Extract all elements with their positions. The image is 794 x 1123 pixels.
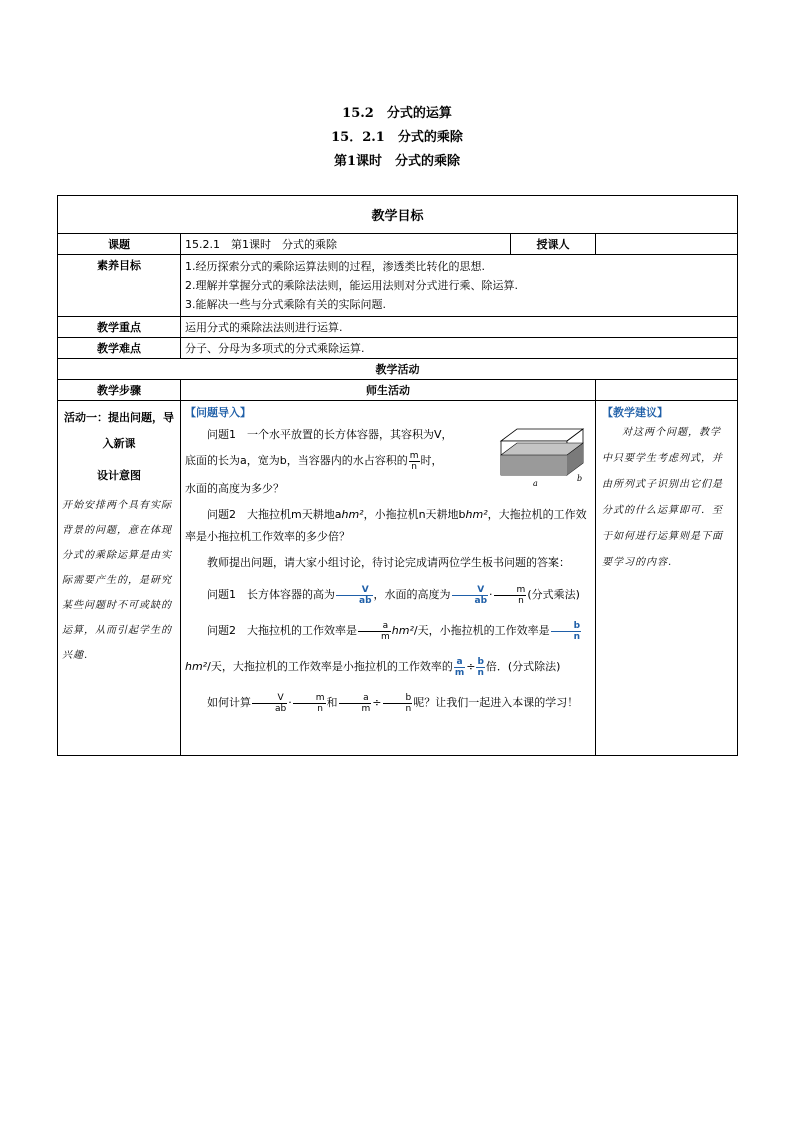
design-label: 设计意图 bbox=[97, 469, 141, 482]
activity-step-cell bbox=[58, 401, 181, 756]
difficulty-label: 教学难点 bbox=[58, 338, 181, 359]
fraction-V-ab: $\frac{V}{ab}$ bbox=[452, 585, 489, 606]
steps-label: 教学步骤 bbox=[58, 380, 181, 401]
discussion-text: 教师提出问题，请大家小组讨论，待讨论完成请两位学生板书问题的答案： bbox=[207, 556, 570, 569]
cuboid-figure bbox=[497, 427, 589, 489]
figure-label-a: a bbox=[533, 479, 538, 488]
answer-2-cont: hm²/天，大拖拉机的工作效率是小拖拉机的工作效率的 $\frac{a}{m}$ ÷ $\frac{b}{n}$ 倍．(分式除法) bbox=[185, 656, 561, 678]
question-2: 问题2 大拖拉机m天耕地ahm²，小拖拉机n天耕地bhm²，大拖拉机的工作效率是小拖拉机工作效率的多少倍？ bbox=[185, 508, 587, 543]
question-1-end: 水面的高度为多少？ bbox=[185, 482, 284, 495]
question-1: 问题1 一个水平放置的长方体容器，其容积为V， bbox=[207, 428, 453, 441]
goals-list bbox=[181, 255, 738, 317]
fraction-a-m: $\frac{a}{m}$ bbox=[339, 693, 372, 714]
key-value: 运用分式的乘除法法则进行运算. bbox=[181, 317, 738, 338]
key-label: 教学重点 bbox=[58, 317, 181, 338]
teaching-goals-header: 教学目标 bbox=[58, 196, 738, 234]
question-1-cont: 底面的长为a，宽为b，当容器内的水占容积的 $\frac{m}{n}$ 时， bbox=[185, 450, 443, 472]
answer-1: 问题1 长方体容器的高为 $\frac{V}{ab}$ ，水面的高度为 $\frac{V}{ab}$ · $\frac{m}{n}$ (分式乘法) bbox=[207, 584, 580, 606]
activity-title: 活动一：提出问题，导入新课 bbox=[64, 411, 174, 450]
teacher-student-activity bbox=[181, 401, 596, 756]
teacher-value bbox=[596, 234, 738, 255]
goal-item: 3.能解决一些与分式乘除有关的实际问题. bbox=[185, 298, 386, 311]
fraction-b-n: $\frac{b}{n}$ bbox=[383, 693, 413, 714]
goal-item: 2.理解并掌握分式的乘除法法则，能运用法则对分式进行乘、除运算. bbox=[185, 279, 518, 292]
teacher-label: 授课人 bbox=[511, 234, 596, 255]
lesson-plan-table bbox=[57, 195, 738, 756]
fraction-a-m: $\frac{a}{m}$ bbox=[454, 656, 465, 678]
suggestion-text: 对这两个问题，教学中只要学生考虑列式，并由所列式子识别出它们是分式的什么运算即可．至于如何进行运算则是下面要学习的内容. bbox=[602, 427, 723, 568]
topic-value: 15.2.1 第1课时 分式的乘除 bbox=[181, 234, 511, 255]
fraction-V-ab: $\frac{V}{ab}$ bbox=[252, 693, 287, 714]
fraction-m-n: $\frac{m}{n}$ bbox=[293, 693, 326, 714]
fraction-V-ab: $\frac{V}{ab}$ bbox=[336, 585, 373, 606]
figure-label-b: b bbox=[577, 474, 583, 483]
teaching-suggestion-cell bbox=[596, 401, 738, 756]
lesson-title: 第1课时 分式的乘除 bbox=[333, 154, 461, 169]
fraction-b-n: $\frac{b}{n}$ bbox=[477, 656, 484, 678]
fraction-a-m: $\frac{a}{m}$ bbox=[358, 621, 391, 642]
teacher-student-label: 师生活动 bbox=[181, 380, 596, 401]
fraction-m-n: $\frac{m}{n}$ bbox=[494, 585, 527, 606]
lead-in-question: 如何计算 $\frac{V}{ab}$ · $\frac{m}{n}$ 和 $\frac{a}{m}$ ÷ $\frac{b}{n}$ 呢？让我们一起进入本课的学习！ bbox=[207, 692, 579, 714]
empty-cell bbox=[596, 380, 738, 401]
design-text: 开始安排两个具有实际背景的问题，意在体现分式的乘除运算是由实际需要产生的，是研究某些问题时不可或缺的运算，从而引起学生的兴趣. bbox=[62, 500, 172, 661]
suggestion-label: 【教学建议】 bbox=[602, 406, 668, 419]
activity-header: 教学活动 bbox=[58, 359, 738, 380]
goals-label: 素养目标 bbox=[58, 255, 181, 317]
goal-item: 1.经历探索分式的乘除运算法则的过程，渗透类比转化的思想. bbox=[185, 260, 485, 273]
fraction-b-n: $\frac{b}{n}$ bbox=[551, 621, 581, 642]
difficulty-value: 分子、分母为多项式的分式乘除运算. bbox=[181, 338, 738, 359]
section-title: 15.2 分式的运算 bbox=[342, 106, 452, 121]
section-label: 【问题导入】 bbox=[185, 406, 251, 419]
topic-label: 课题 bbox=[58, 234, 181, 255]
fraction-m-n: $\frac{m}{n}$ bbox=[409, 450, 419, 472]
answer-2: 问题2 大拖拉机的工作效率是 $\frac{a}{m}$ hm²/天，小拖拉机的工作效率是 $\frac{b}{n}$ bbox=[207, 620, 581, 642]
subsection-title: 15．2.1 分式的乘除 bbox=[331, 130, 463, 145]
